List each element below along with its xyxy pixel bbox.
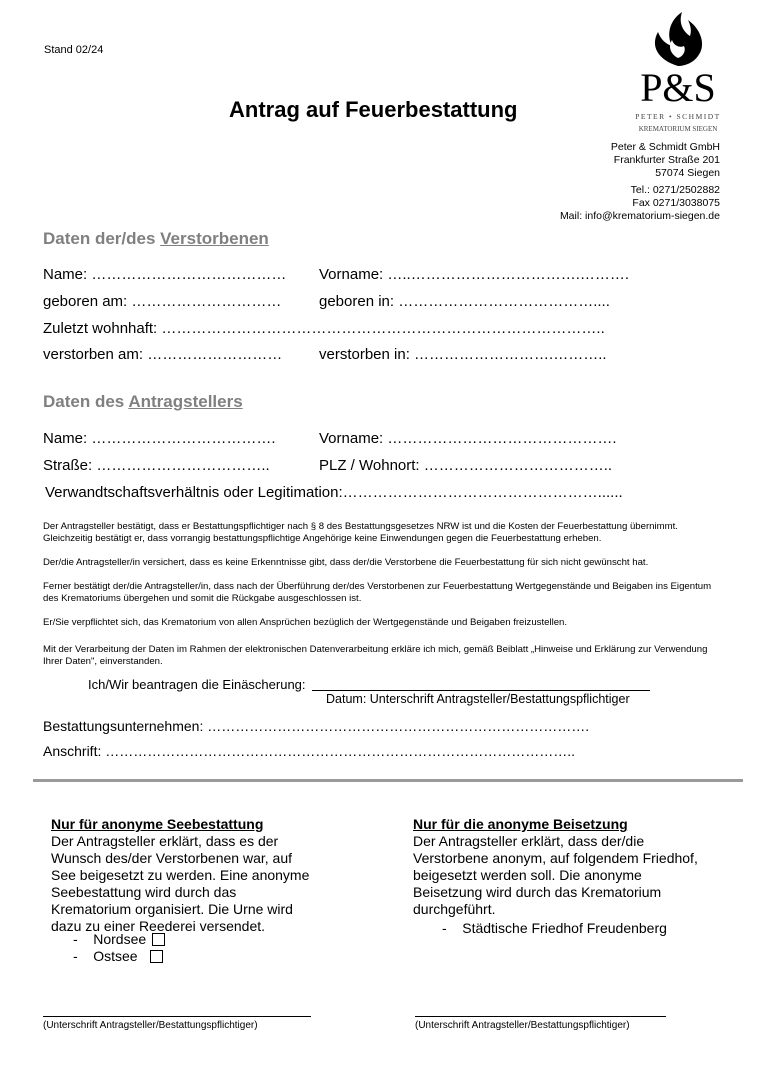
applicant-relationship-field[interactable]: Verwandtschaftsverhältnis oder Legitimation:……………………………………………......: [45, 484, 623, 501]
company-city: 57074 Siegen: [655, 167, 720, 179]
sea-signature-caption: (Unterschrift Antragsteller/Bestattungspflichtiger): [43, 1020, 258, 1031]
cremation-request-label: Ich/Wir beantragen die Einäscherung:: [88, 677, 306, 692]
heading-prefix: Daten der/des: [43, 229, 161, 248]
sea-burial-text: Der Antragsteller erklärt, dass es der Wunsch des/der Verstorbenen war, auf See beigesetzt zu werden. Eine anonyme Seebestattung wird durch das Krematorium organisiert. Die Urne wird dazu zu einer Reederei versendet.: [51, 833, 310, 934]
company-street: Frankfurter Straße 201: [613, 154, 720, 166]
applicant-city-field[interactable]: PLZ / Wohnort: ………………………………..: [319, 457, 613, 474]
section-applicant-heading: [43, 392, 243, 412]
option-label: Nordsee: [93, 931, 147, 947]
sea-burial-heading: Nur für anonyme Seebestattung: [51, 816, 264, 832]
company-tel: Tel.: 0271/2502882: [630, 184, 720, 196]
declaration-paragraph: Der Antragsteller bestätigt, dass er Bestattungspflichtiger nach § 8 des Bestattungsgesetzes NRW ist und die Kosten der Feuerbestattung übernimmt. Gleichzeitig bestätigt er, dass vorrangig bestattungspflichtige Angehörige keine Einwendungen gegen die Feuerbestattung erheben.: [43, 521, 678, 544]
section-deceased-heading: [43, 229, 269, 249]
funeral-address-field[interactable]: Anschrift: ………………………………………………………………………………………..: [43, 743, 576, 759]
logo-line1: PETER • SCHMIDT: [635, 112, 721, 121]
logo-line2: KREMATORIUM SIEGEN: [638, 125, 718, 133]
sea-burial-section: [51, 816, 316, 935]
deceased-deathplace-field[interactable]: verstorben in: ……………………….………..: [319, 346, 607, 363]
signature-caption: Datum: Unterschrift Antragsteller/Bestattungspflichtiger: [326, 692, 630, 706]
deceased-name-field[interactable]: Name: …………………………………: [43, 266, 287, 283]
declaration-paragraph: Ferner bestätigt der/die Antragsteller/in, dass nach der Überführung der/des Verstorbenen zur Feuerbestattung Wertgegenstände und Beigaben ins Eigentum des Krematoriums übergehen und somit die Rückgabe ausgeschlossen ist.: [43, 581, 712, 604]
deceased-birthdate-field[interactable]: geboren am: …………………………: [43, 293, 282, 310]
nordsee-checkbox[interactable]: [152, 933, 165, 946]
deceased-birthplace-field[interactable]: geboren in: …………………………………....: [319, 293, 610, 310]
deceased-firstname-field[interactable]: Vorname: …..…………………………….……….: [319, 266, 630, 283]
anonymous-burial-heading: Nur für die anonyme Beisetzung: [413, 816, 628, 832]
company-name: Peter & Schmidt GmbH: [610, 141, 720, 153]
company-fax: Fax 0271/3038075: [632, 197, 720, 209]
version-label: Stand 02/24: [44, 44, 104, 56]
option-ostsee[interactable]: - Ostsee: [73, 948, 163, 964]
heading-underlined: Verstorbenen: [160, 229, 269, 248]
page-title: Antrag auf Feuerbestattung: [229, 97, 518, 122]
anonymous-burial-section: [413, 816, 713, 918]
declaration-paragraph: Der/die Antragsteller/in versichert, dass es keine Erkenntnisse gibt, dass der/die Verstorbene die Feuerbestattung für sich nicht gewünscht hat.: [43, 557, 649, 568]
flame-icon: [628, 8, 728, 136]
option-nordsee[interactable]: - Nordsee: [73, 931, 165, 947]
ostsee-checkbox[interactable]: [150, 950, 163, 963]
company-logo: [628, 8, 728, 136]
heading-prefix: Daten des: [43, 392, 129, 411]
signature-line[interactable]: [312, 690, 650, 691]
funeral-company-field[interactable]: Bestattungsunternehmen: ……………………………………………………………………….: [43, 718, 590, 734]
applicant-firstname-field[interactable]: Vorname: ……………………………………….: [319, 430, 617, 447]
anonymous-burial-text: Der Antragsteller erklärt, dass der/die Verstorbene anonym, auf folgendem Friedhof, beigesetzt werden soll. Die anonyme Beisetzung wird durch das Krematorium durchgeführt.: [413, 833, 698, 917]
option-label: Ostsee: [93, 948, 138, 964]
logo-mark: P&S: [640, 65, 716, 110]
cemetery-item: - Städtische Friedhof Freudenberg: [442, 920, 667, 936]
cemetery-name: Städtische Friedhof Freudenberg: [462, 920, 667, 936]
section-divider: [33, 779, 743, 782]
burial-signature-line[interactable]: [415, 1016, 666, 1017]
burial-signature-caption: (Unterschrift Antragsteller/Bestattungspflichtiger): [415, 1020, 630, 1031]
applicant-street-field[interactable]: Straße: ……………………………..: [43, 457, 270, 474]
deceased-deathdate-field[interactable]: verstorben am: ………………………: [43, 346, 283, 363]
sea-signature-line[interactable]: [43, 1016, 311, 1017]
deceased-residence-field[interactable]: Zuletzt wohnhaft: ……………………………………………………………………………..: [43, 320, 605, 337]
company-mail: Mail: info@krematorium-siegen.de: [559, 210, 720, 222]
applicant-name-field[interactable]: Name: ……………………………….: [43, 430, 276, 447]
declaration-paragraph: Er/Sie verpflichtet sich, das Krematorium von allen Ansprüchen bezüglich der Wertgegenstände und Beigaben freizustellen.: [43, 617, 568, 628]
declaration-paragraph: Mit der Verarbeitung der Daten im Rahmen der elektronischen Datenverarbeitung erkläre ich mich, gemäß Beiblatt „Hinweise und Erklärung zur Verwendung Ihrer Daten", einverstanden.: [43, 644, 708, 667]
heading-underlined: Antragstellers: [128, 392, 243, 411]
